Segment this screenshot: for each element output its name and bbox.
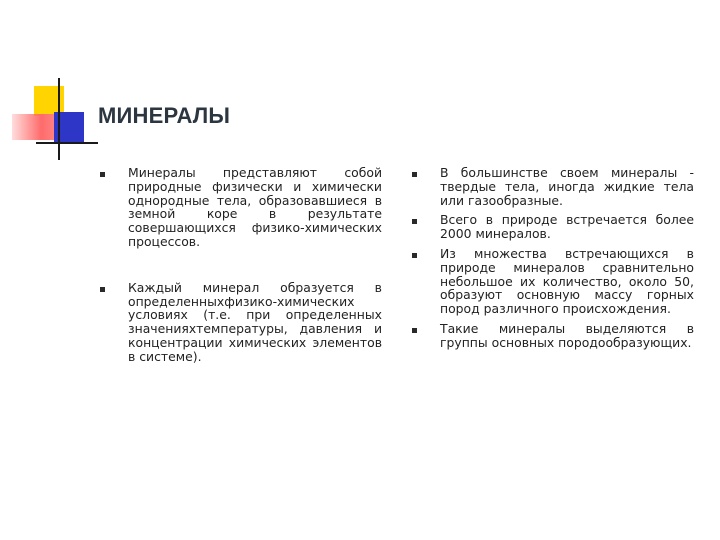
square-bullet-icon <box>412 219 417 224</box>
red-gradient-shape <box>12 114 54 140</box>
list-item <box>410 213 694 241</box>
list-item-text: Такие минералы выделяются в группы основных породообразующих. <box>440 320 694 350</box>
list-item-text: Минералы представляют собой природные физически и химически однородные тела, образовавшиеся в земной коре в результате совершающихся физико-химических процессов. <box>128 165 382 249</box>
list-item-text: В большинстве своем минералы - твердые тела, иногда жидкие тела или газообразные. <box>440 165 694 208</box>
square-bullet-icon <box>412 328 417 333</box>
list-item <box>98 281 382 364</box>
vertical-line-shape <box>58 78 60 160</box>
list-item <box>410 166 694 207</box>
square-bullet-icon <box>412 172 417 177</box>
list-item <box>98 166 382 249</box>
square-bullet-icon <box>100 287 105 292</box>
left-column <box>98 166 382 396</box>
list-item <box>410 247 694 316</box>
list-item-text: Из множества встречающихся в природе минералов сравнительно небольшое их количество, около 50, образуют основную массу горных пород различного происхождения. <box>440 245 694 317</box>
slide-title: МИНЕРАЛЫ <box>98 103 231 128</box>
list-item-text: Каждый минерал образуется в определенныхфизико-химических условиях (т.е. при определенных значенияхтемпературы, давления и концентрации химических элементов в системе). <box>128 279 382 364</box>
decorative-logo <box>0 0 120 170</box>
square-bullet-icon <box>100 172 105 177</box>
list-item-text: Всего в природе встречается более 2000 минералов. <box>440 212 694 242</box>
right-column <box>410 166 694 356</box>
list-item <box>410 322 694 350</box>
horizontal-line-shape <box>36 142 98 144</box>
square-bullet-icon <box>412 253 417 258</box>
